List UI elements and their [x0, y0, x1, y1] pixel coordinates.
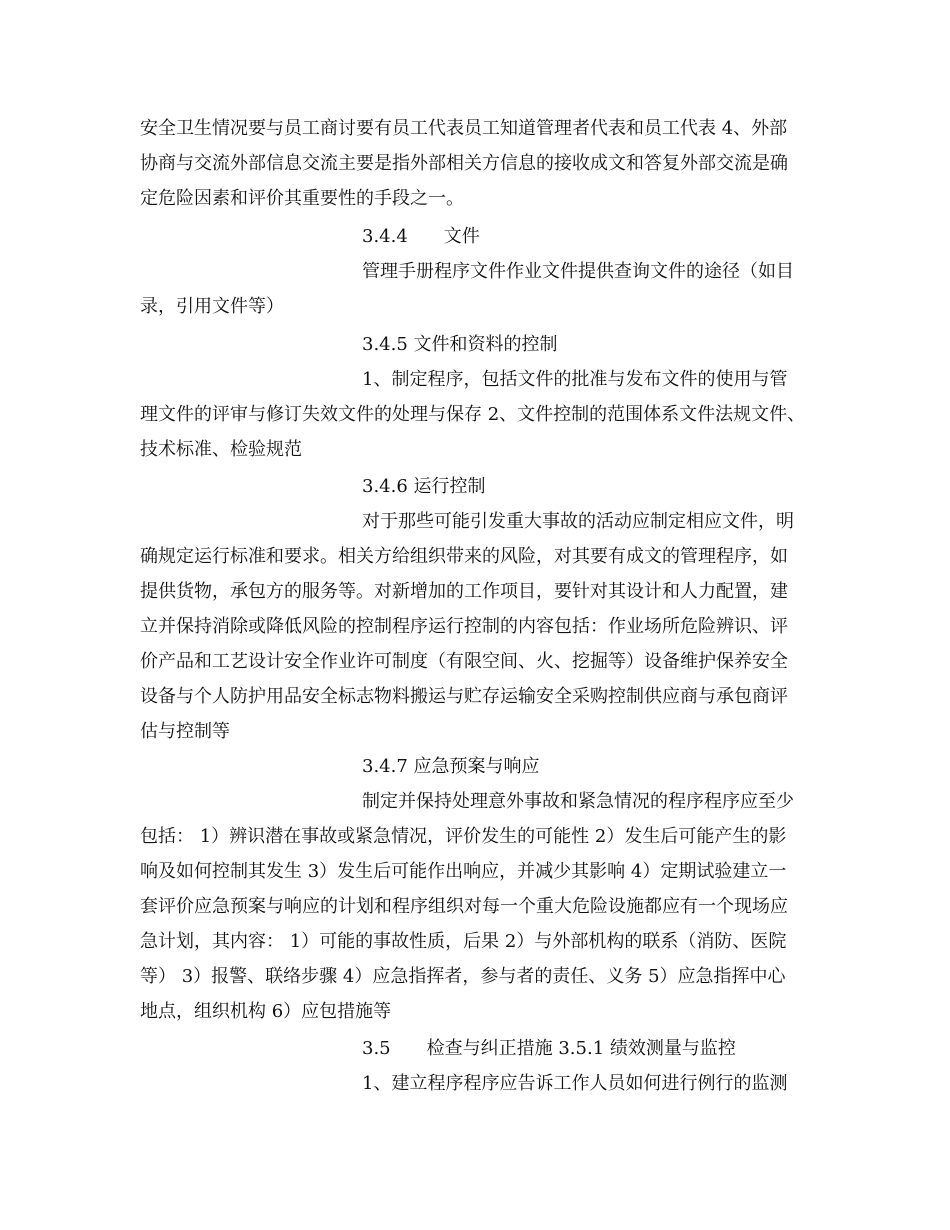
text-line: 1、建立程序程序应告诉工作人员如何进行例行的监测 — [362, 1073, 788, 1094]
text-line: 急计划，其内容： 1）可能的事故性质，后果 2）与外部机构的联系（消防、医院 — [140, 931, 787, 952]
section-heading: 3.4.5 文件和资料的控制 — [362, 334, 558, 355]
text-line: 提供货物，承包方的服务等。对新增加的工作项目，要针对其设计和人力配置，建 — [140, 581, 788, 602]
section-heading: 3.4.4 文件 — [362, 226, 480, 247]
text-line: 包括： 1）辨识潜在事故或紧急情况，评价发生的可能性 2）发生后可能产生的影 — [140, 826, 787, 847]
text-line: 安全卫生情况要与员工商讨要有员工代表员工知道管理者代表和员工代表 4、外部 — [140, 118, 788, 139]
text-line: 协商与交流外部信息交流主要是指外部相关方信息的接收成文和答复外部交流是确 — [140, 153, 788, 174]
text-line: 套评价应急预案与响应的计划和程序组织对每一个重大危险设施都应有一个现场应 — [140, 896, 788, 917]
section-heading: 3.4.7 应急预案与响应 — [362, 756, 540, 777]
text-line: 响及如何控制其发生 3）发生后可能作出响应，并减少其影响 4）定期试验建立一 — [140, 861, 787, 882]
text-line: 设备与个人防护用品安全标志物料搬运与贮存运输安全采购控制供应商与承包商评 — [140, 686, 788, 707]
text-line: 价产品和工艺设计安全作业许可制度（有限空间、火、挖掘等）设备维护保养安全 — [140, 651, 788, 672]
section-heading: 3.4.6 运行控制 — [362, 476, 486, 497]
text-line: 确规定运行标准和要求。相关方给组织带来的风险，对其要有成文的管理程序，如 — [140, 546, 788, 567]
text-line: 1、制定程序，包括文件的批准与发布文件的使用与管 — [362, 369, 788, 390]
text-line: 对于那些可能引发重大事故的活动应制定相应文件，明 — [362, 511, 794, 532]
text-line: 地点，组织机构 6）应包措施等 — [140, 1001, 392, 1022]
text-line: 录，引用文件等） — [140, 296, 284, 317]
text-line: 估与控制等 — [140, 721, 230, 742]
text-line: 管理手册程序文件作业文件提供查询文件的途径（如目 — [362, 261, 794, 282]
text-line: 技术标准、检验规范 — [140, 439, 302, 460]
text-line: 定危险因素和评价其重要性的手段之一。 — [140, 188, 464, 209]
text-line: 制定并保持处理意外事故和紧急情况的程序程序应至少 — [362, 791, 794, 812]
section-heading: 3.5 检查与纠正措施 3.5.1 绩效测量与监控 — [362, 1038, 736, 1059]
text-line: 等） 3）报警、联络步骤 4）应急指挥者，参与者的责任、义务 5）应急指挥中心 — [140, 966, 786, 987]
text-line: 理文件的评审与修订失效文件的处理与保存 2、文件控制的范围体系文件法规文件、 — [140, 404, 806, 425]
text-line: 立并保持消除或降低风险的控制程序运行控制的内容包括：作业场所危险辨识、评 — [140, 616, 788, 637]
